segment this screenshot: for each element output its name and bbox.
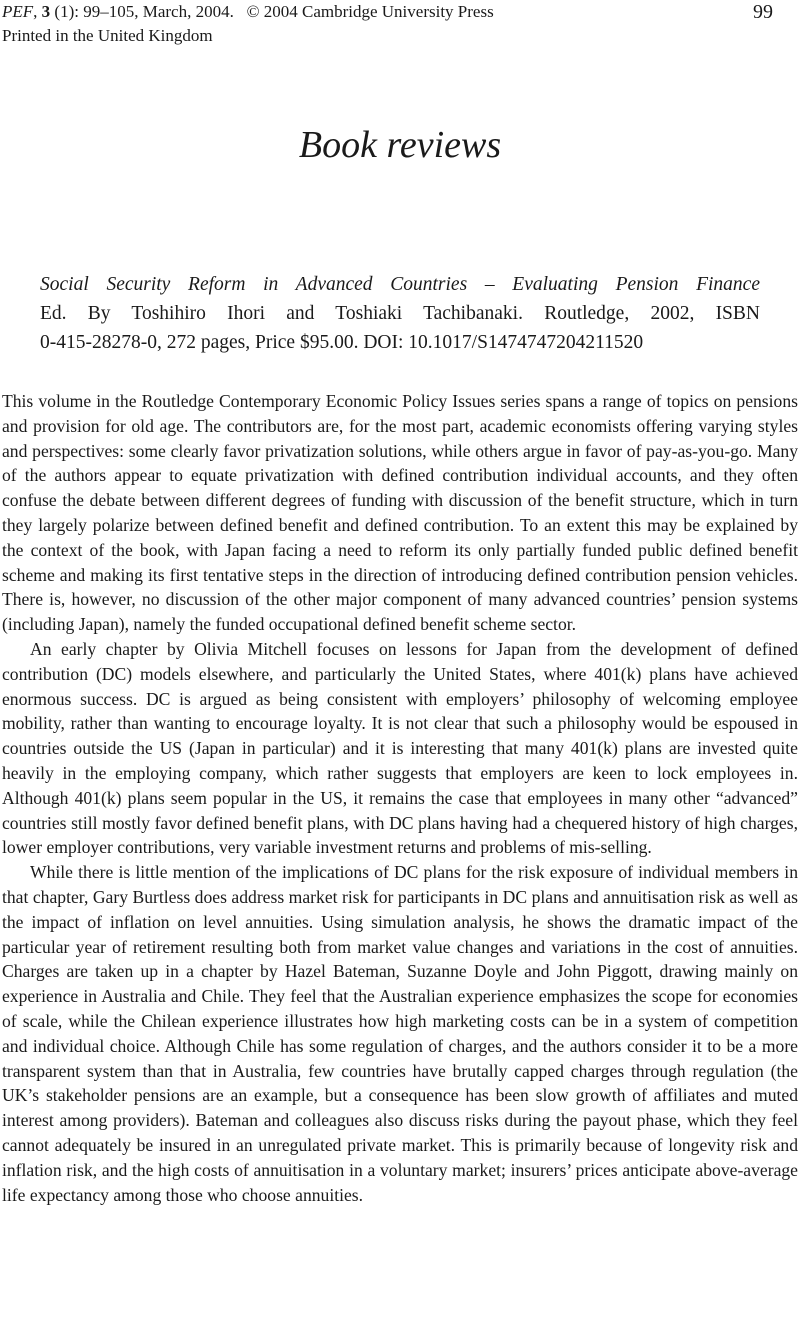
issue-pages-date: (1): 99–105, March, 2004. [50, 2, 234, 21]
page-number: 99 [753, 1, 773, 23]
body-paragraph: This volume in the Routledge Contemporary Economic Policy Issues series spans a range of topics on pensions and provision for old age. The contributors are, for the most part, academic economists offering varying styles and perspectives: some clearly favor privatization solutions, while others argue in favor of pay-as-you-go. Many of the authors appear to equate privatization with defined contribution individual accounts, and they often confuse the debate between different degrees of funding with discussion of the benefit structure, which in turn they largely polarize between defined benefit and defined contribution. To an extent this may be explained by the context of the book, with Japan facing a need to reform its only partially funded public defined benefit scheme and making its first tentative steps in the direction of introducing defined contribution pension vehicles. There is, however, no discussion of the other major component of many advanced countries’ pension systems (including Japan), namely the funded occupational defined benefit scheme sector. [2, 391, 798, 635]
book-citation-line-1: Ed. By Toshihiro Ihori and Toshiaki Tachibanaki. Routledge, 2002, ISBN [40, 303, 760, 324]
copyright-notice: © 2004 Cambridge University Press [246, 2, 494, 21]
book-title: Social Security Reform in Advanced Countries – Evaluating Pension Finance [40, 274, 760, 295]
volume-number: 3 [41, 2, 51, 21]
journal-abbrev: PEF [2, 2, 34, 21]
book-citation-line-2: 0-415-28278-0, 272 pages, Price $95.00. DOI: 10.1017/S1474747204211520 [40, 332, 644, 353]
body-paragraph: An early chapter by Olivia Mitchell focuses on lessons for Japan from the development of defined contribution (DC) models elsewhere, and particularly the United States, where 401(k) plans have achieved enormous success. DC is argued as being consistent with employers’ philosophy of welcoming employee mobility, rather than wanting to encourage loyalty. It is not clear that such a philosophy would be espoused in countries outside the US (Japan in particular) and it is interesting that many 401(k) plans are invested quite heavily in the employing company, which rather suggests that employers are keen to lock employees in. Although 401(k) plans seem popular in the US, it remains the case that employees in many other “advanced” countries still mostly favor defined benefit plans, with DC plans having had a chequered history of high charges, lower employer contributions, very variable investment returns and problems of mis-selling. [2, 638, 798, 858]
running-header [2, 0, 494, 48]
body-paragraph: While there is little mention of the implications of DC plans for the risk exposure of individual members in that chapter, Gary Burtless does address market risk for participants in DC plans and annuitisation risk as well as the impact of inflation on level annuities. Using simulation analysis, he shows the dramatic impact of the particular year of retirement resulting both from market value changes and variations in the cost of annuities. Charges are taken up in a chapter by Hazel Bateman, Suzanne Doyle and John Piggott, drawing mainly on experience in Australia and Chile. They feel that the Australian experience emphasizes the scope for economies of scale, while the Chilean experience illustrates how high marketing costs can be in a system of competition and individual choice. Although Chile has some regulation of charges, and the authors consider it to be a more transparent system than that in Australia, few countries have brutally capped charges through regulation (the UK’s stakeholder pensions are an example, but a consequence has been slow growth of affiliates and muted interest among providers). Bateman and colleagues also discuss risks during the payout phase, which they feel cannot adequately be insured in an unregulated private market. This is primarily because of longevity risk and inflation risk, and the high costs of annuitisation in a voluntary market; insurers’ prices anticipate above-average life expectancy among those who choose annuities. [2, 862, 798, 1205]
review-body [2, 389, 798, 1207]
section-title: Book reviews [298, 124, 502, 166]
printed-notice: Printed in the United Kingdom [2, 26, 213, 45]
citation-line: PEF, 3 (1): 99–105, March, 2004. © 2004 Cambridge University Press [2, 2, 494, 21]
review-heading [40, 270, 760, 357]
